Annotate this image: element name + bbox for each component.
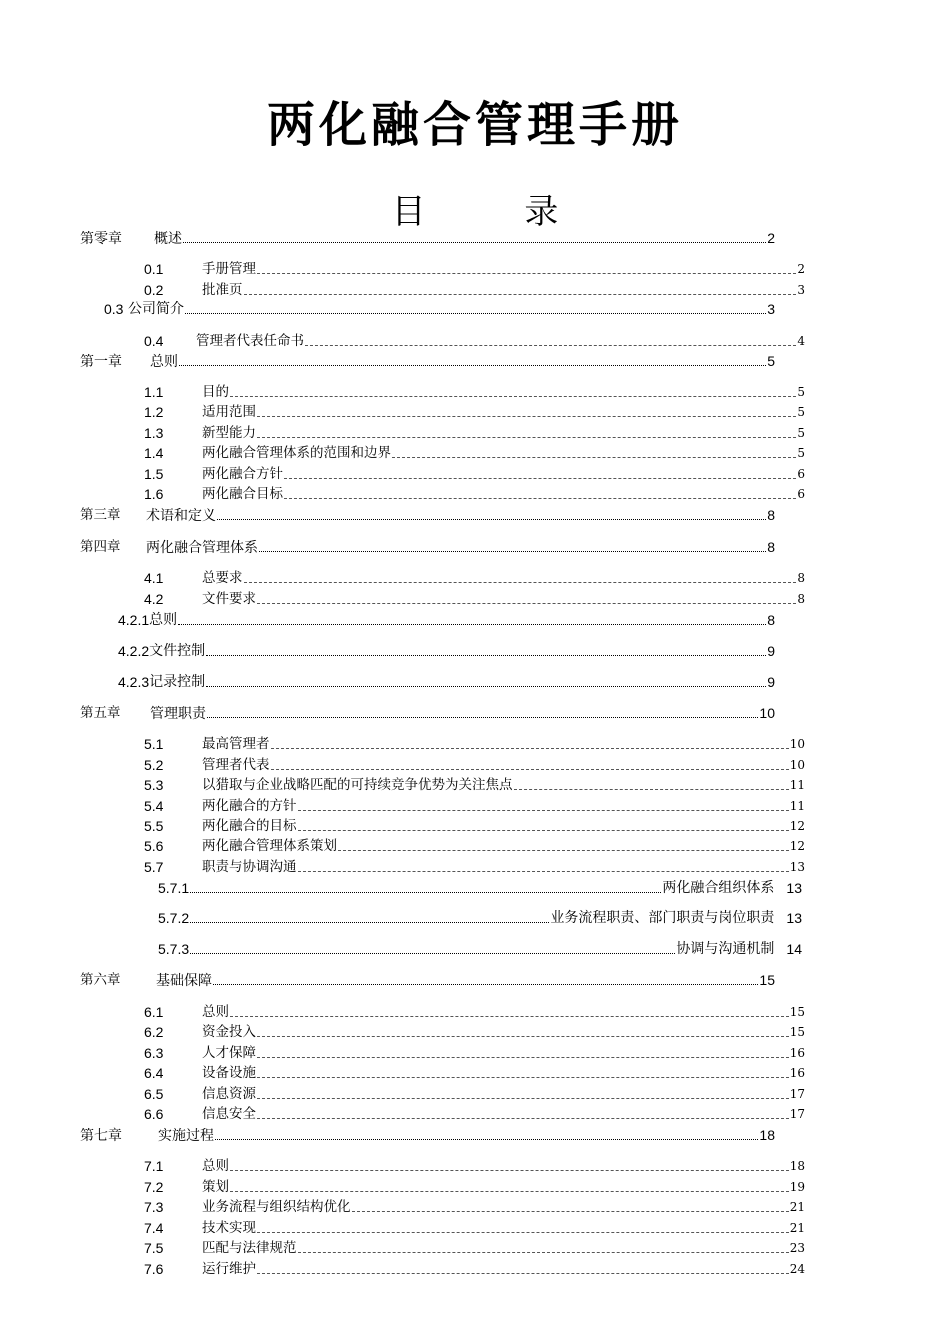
toc-entry[interactable]: 6.4 设备设施 16 bbox=[144, 1065, 805, 1081]
toc-entry[interactable]: 7.3 业务流程与组织结构优化 21 bbox=[144, 1199, 805, 1215]
toc-entry[interactable]: 5.6 两化融合管理体系策划 12 bbox=[144, 838, 805, 854]
toc-entry[interactable]: 6.5 信息资源 17 bbox=[144, 1086, 805, 1102]
toc-entry[interactable]: 7.6 运行维护 24 bbox=[144, 1261, 805, 1277]
toc-entry[interactable]: 5.5 两化融合的目标 12 bbox=[144, 818, 805, 834]
toc-entry[interactable]: 6.1 总则 15 bbox=[144, 1004, 805, 1020]
toc-entry[interactable]: 0.4 管理者代表任命书 4 bbox=[144, 333, 805, 349]
toc-entry[interactable]: 第一章 总则 5 bbox=[80, 353, 775, 369]
toc-entry[interactable]: 5.7.3 协调与沟通机制 14 bbox=[158, 941, 802, 957]
toc-entry[interactable]: 5.7.1 两化融合组织体系 13 bbox=[158, 880, 802, 896]
toc-entry[interactable]: 1.5 两化融合方针 6 bbox=[144, 466, 805, 482]
toc-entry[interactable]: 4.2.2 文件控制 9 bbox=[118, 643, 775, 659]
toc-entry[interactable]: 4.2.3 记录控制 9 bbox=[118, 674, 775, 690]
toc-entry[interactable]: 4.2.1 总则 8 bbox=[118, 612, 775, 628]
toc-entry[interactable]: 4.1 总要求 8 bbox=[144, 570, 805, 586]
toc-entry[interactable]: 第七章 实施过程 18 bbox=[80, 1127, 775, 1143]
toc-entry[interactable]: 第三章 术语和定义 8 bbox=[80, 507, 775, 523]
toc-entry[interactable]: 第零章 概述 2 bbox=[80, 230, 775, 246]
toc-entry[interactable]: 1.6 两化融合目标 6 bbox=[144, 486, 805, 502]
toc-entry[interactable]: 7.1 总则 18 bbox=[144, 1158, 805, 1174]
toc-entry[interactable]: 5.3 以猎取与企业战略匹配的可持续竞争优势为关注焦点 11 bbox=[144, 777, 805, 793]
toc-entry[interactable]: 第六章 基础保障 15 bbox=[80, 972, 775, 988]
toc-heading: 目 录 bbox=[391, 192, 589, 232]
toc-entry[interactable]: 1.1 目的 5 bbox=[144, 384, 805, 400]
toc-entry[interactable]: 4.2 文件要求 8 bbox=[144, 591, 805, 607]
toc-entry[interactable]: 5.7 职责与协调沟通 13 bbox=[144, 859, 805, 875]
document-title: 两化融合管理手册 bbox=[266, 97, 683, 153]
toc-entry[interactable]: 1.3 新型能力 5 bbox=[144, 425, 805, 441]
toc-entry[interactable]: 7.2 策划 19 bbox=[144, 1179, 805, 1195]
toc-entry[interactable]: 第五章 管理职责 10 bbox=[80, 705, 775, 721]
toc-entry[interactable]: 6.6 信息安全 17 bbox=[144, 1106, 805, 1122]
toc-entry[interactable]: 5.4 两化融合的方针 11 bbox=[144, 798, 805, 814]
toc-entry[interactable]: 0.3 公司简介 3 bbox=[104, 301, 775, 317]
toc-entry[interactable]: 5.1 最高管理者 10 bbox=[144, 736, 805, 752]
toc-entry[interactable]: 6.3 人才保障 16 bbox=[144, 1045, 805, 1061]
toc-entry[interactable]: 第四章 两化融合管理体系 8 bbox=[80, 539, 775, 555]
toc-entry[interactable]: 1.4 两化融合管理体系的范围和边界 5 bbox=[144, 445, 805, 461]
toc-entry[interactable]: 5.7.2 业务流程职责、部门职责与岗位职责 13 bbox=[158, 910, 802, 926]
toc-entry[interactable]: 0.1 手册管理 2 bbox=[144, 261, 805, 277]
toc-entry[interactable]: 7.5 匹配与法律规范 23 bbox=[144, 1240, 805, 1256]
toc-entry[interactable]: 1.2 适用范围 5 bbox=[144, 404, 805, 420]
toc-entry[interactable]: 5.2 管理者代表 10 bbox=[144, 757, 805, 773]
toc-entry[interactable]: 0.2 批准页 3 bbox=[144, 282, 805, 298]
toc-entry[interactable]: 7.4 技术实现 21 bbox=[144, 1220, 805, 1236]
toc-entry[interactable]: 6.2 资金投入 15 bbox=[144, 1024, 805, 1040]
